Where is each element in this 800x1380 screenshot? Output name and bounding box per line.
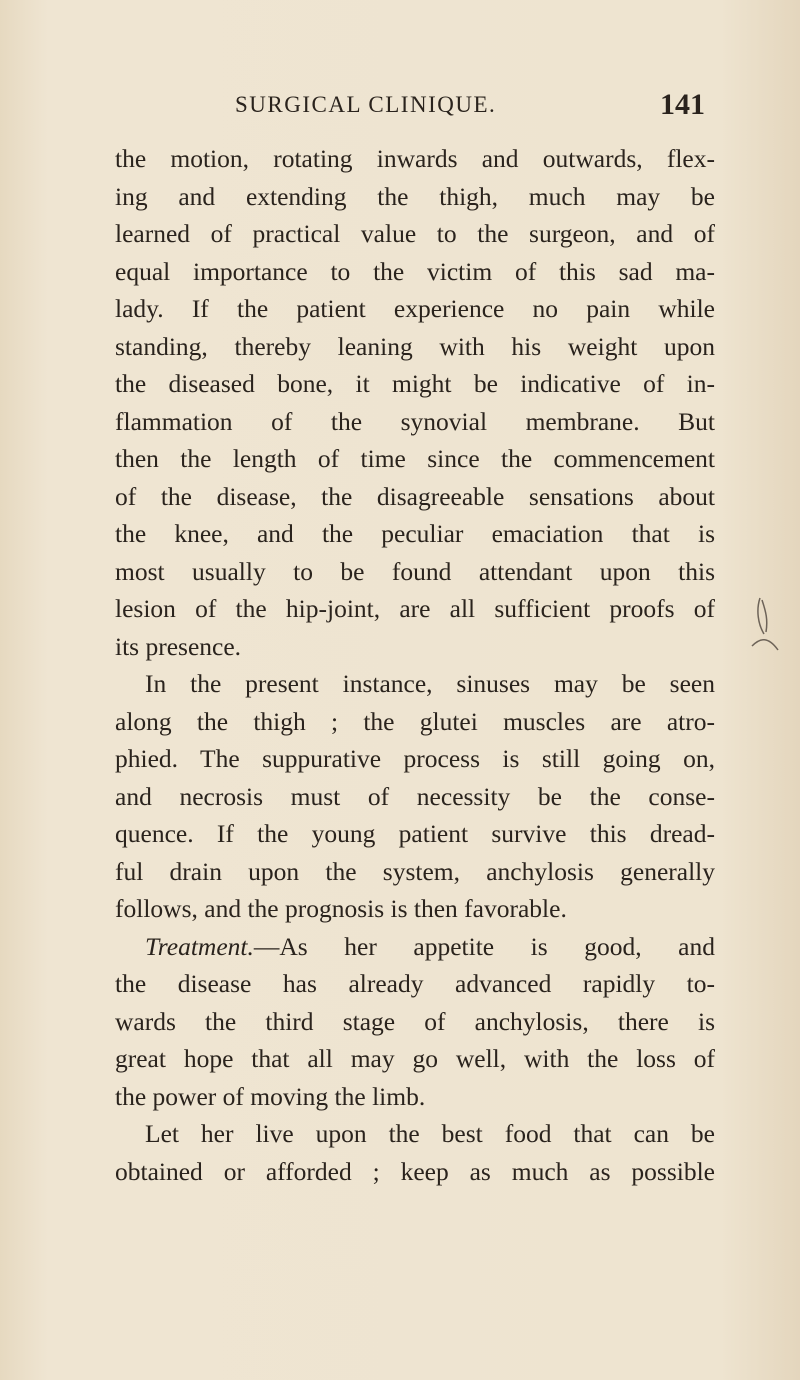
text-line: the disease has already advanced rapidly to-: [115, 969, 715, 998]
text-line: wards the third stage of anchylosis, there is: [115, 1006, 715, 1036]
text-line: flammation of the synovial membrane. But: [115, 406, 715, 436]
text-line: ful drain upon the system, anchylosis generally: [115, 856, 715, 886]
text-line: lady. If the patient experience no pain while: [115, 294, 715, 323]
text-line: along the thigh ; the glutei muscles are atro-: [115, 706, 715, 736]
text-line: standing, thereby leaning with his weight upon: [115, 331, 715, 361]
text-line: [115, 928, 715, 966]
treatment-heading: Treatment.: [145, 931, 254, 961]
text-line: ing and extending the thigh, much may be: [115, 181, 715, 211]
text-line: follows, and the prognosis is then favorable.: [115, 894, 567, 923]
text-line: learned of practical value to the surgeon, and of: [115, 219, 715, 248]
running-head: [115, 88, 705, 126]
running-title: SURGICAL CLINIQUE.: [235, 92, 497, 117]
margin-pencil-mark: [748, 590, 788, 670]
text-line: Let her live upon the best food that can be: [145, 1119, 715, 1148]
text-line: its presence.: [115, 631, 242, 661]
text-line: the power of moving the limb.: [115, 1081, 426, 1111]
text-line: the diseased bone, it might be indicative of in-: [115, 369, 715, 398]
text-line: quence. If the young patient survive this dread-: [115, 819, 715, 848]
text-line: equal importance to the victim of this sad ma-: [115, 256, 715, 286]
text-line: obtained or afforded ; keep as much as possible: [115, 1156, 715, 1186]
text-line: the knee, and the peculiar emaciation that is: [115, 519, 715, 548]
page-number: 141: [660, 88, 705, 121]
body-text: [115, 140, 715, 1190]
text-line: phied. The suppurative process is still going on,: [115, 744, 715, 773]
text-line-content: —As her appetite is good, and: [253, 931, 715, 961]
text-line: the motion, rotating inwards and outwards, flex-: [115, 144, 715, 173]
text-line: then the length of time since the commencement: [115, 444, 715, 473]
text-line: lesion of the hip-joint, are all sufficient proofs of: [115, 594, 715, 623]
text-line: In the present instance, sinuses may be seen: [145, 669, 715, 698]
text-line: great hope that all may go well, with the loss of: [115, 1044, 715, 1073]
text-line: and necrosis must of necessity be the conse-: [115, 781, 715, 811]
text-line: most usually to be found attendant upon this: [115, 556, 715, 586]
text-line: of the disease, the disagreeable sensations about: [115, 481, 715, 511]
